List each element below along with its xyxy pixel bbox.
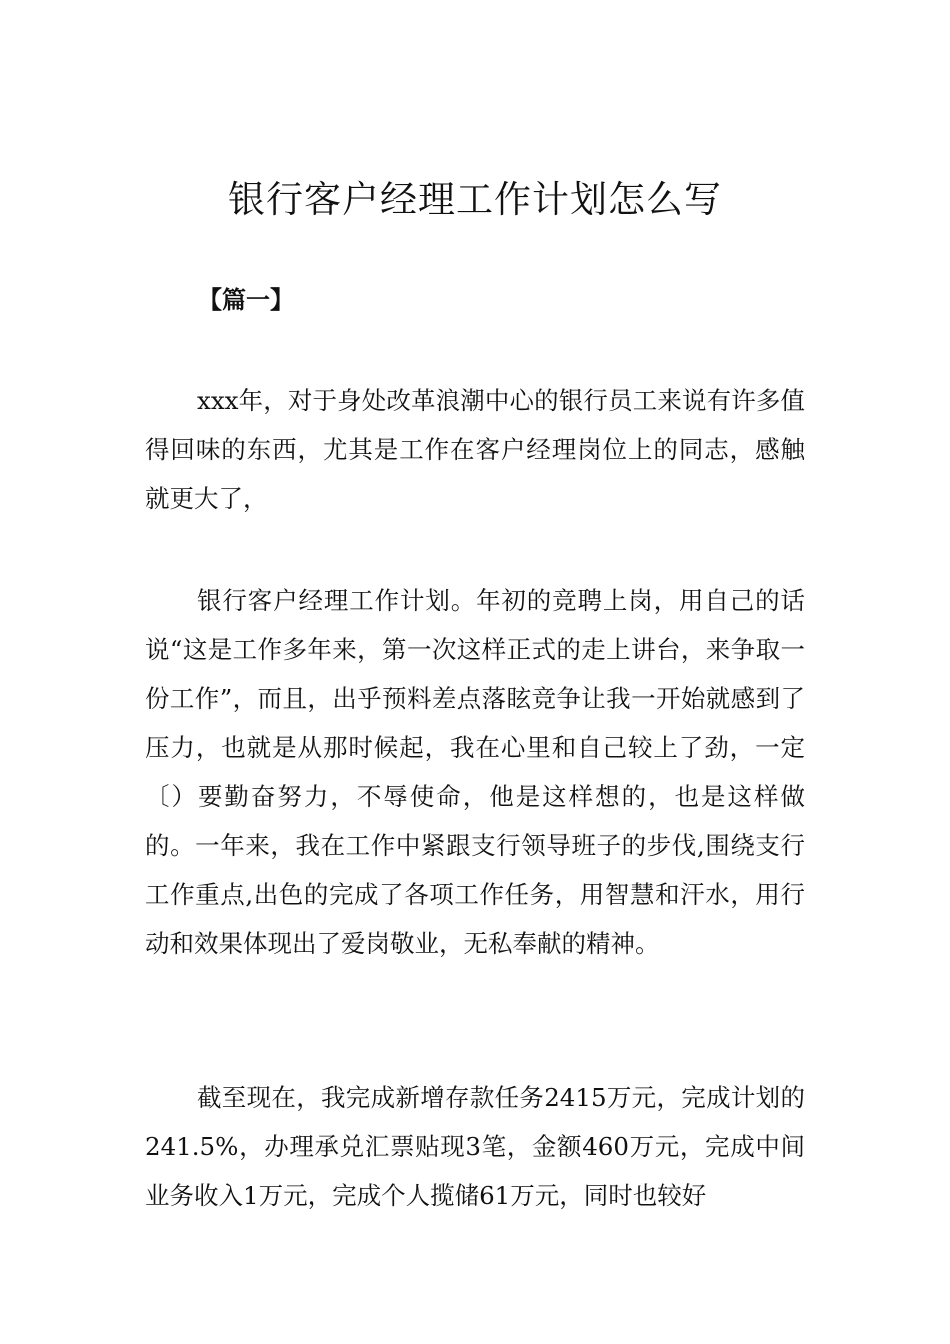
paragraph-intro: xxx年，对于身处改革浪潮中心的银行员工来说有许多值得回味的东西，尤其是工作在客户经理岗位上的同志，感触就更大了，: [145, 386, 805, 513]
paragraph-body: 银行客户经理工作计划。年初的竞聘上岗，用自己的话说“这是工作多年来，第一次这样正式的走上讲台，来争取一份工作”，而且，出乎预料差点落眩竞争让我一开始就感到了压力，也就是从那时候起，我在心里和自己较上了劲，一定〔）要勤奋努力，不辱使命，他是这样想的，也是这样做的。一年来，我在工作中紧跟支行领导班子的步伐,围绕支行工作重点,出色的完成了各项工作任务，用智慧和汗水，用行动和效果体现出了爱岗敬业，无私奉献的精神。: [145, 586, 805, 958]
section-label: 【篇一】: [198, 285, 294, 314]
paragraph-results: 截至现在，我完成新增存款任务2415万元，完成计划的241.5%，办理承兑汇票贴现3笔，金额460万元，完成中间业务收入1万元，完成个人揽储61万元，同时也较好: [145, 1083, 805, 1210]
document-title: 银行客户经理工作计划怎么写: [228, 178, 722, 221]
